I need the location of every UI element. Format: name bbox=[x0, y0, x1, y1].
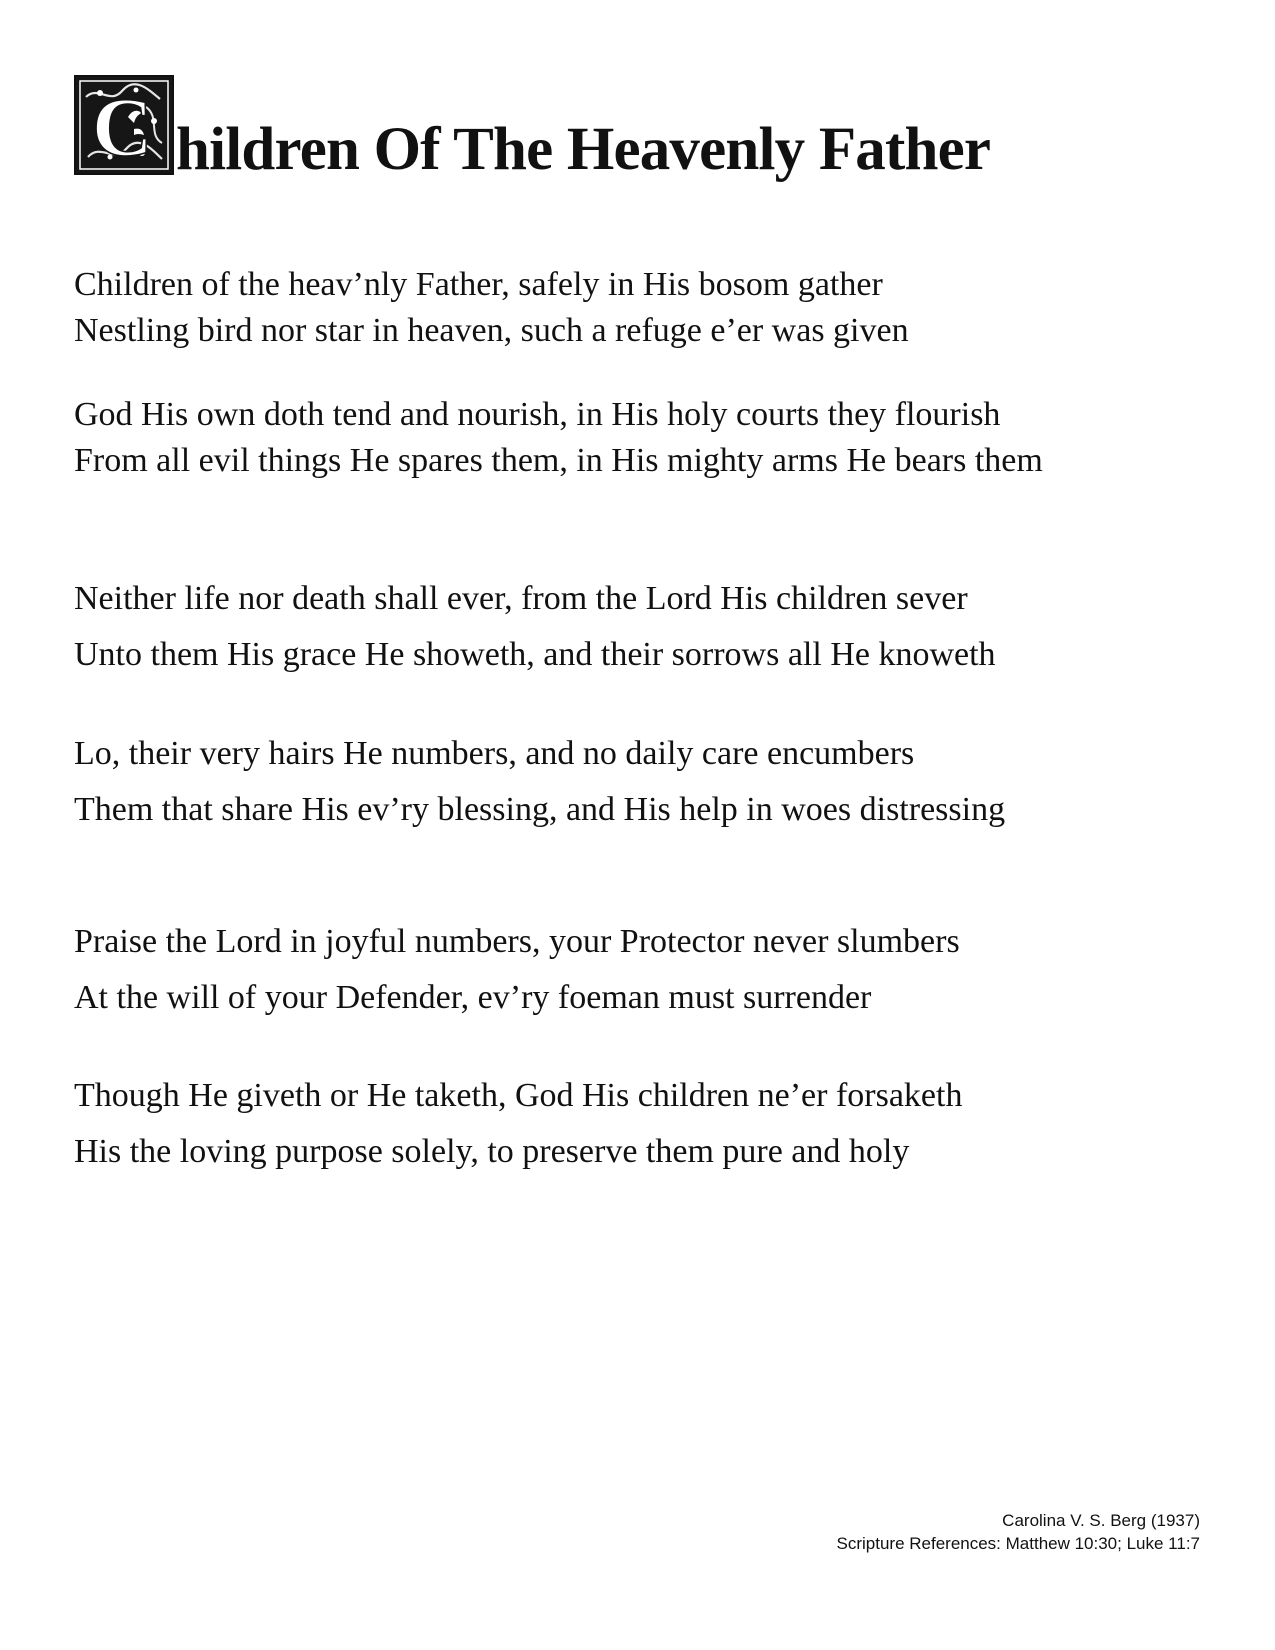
stanza-line: Children of the heav’nly Father, safely in His bosom gather bbox=[74, 266, 883, 303]
stanza-2 bbox=[74, 392, 1043, 484]
author-credit: Carolina V. S. Berg (1937) bbox=[1002, 1511, 1200, 1530]
stanza-line: From all evil things He spares them, in His mighty arms He bears them bbox=[74, 442, 1043, 479]
stanza-3 bbox=[74, 571, 996, 683]
stanza-line: At the will of your Defender, ev’ry foeman must surrender bbox=[74, 979, 872, 1016]
stanza-line: God His own doth tend and nourish, in His holy courts they flourish bbox=[74, 396, 1001, 433]
stanza-6 bbox=[74, 1068, 962, 1180]
ornamental-drop-cap-icon bbox=[76, 77, 172, 173]
stanza-1 bbox=[74, 262, 909, 354]
stanza-line: His the loving purpose solely, to preserve them pure and holy bbox=[74, 1133, 910, 1170]
stanza-5 bbox=[74, 914, 960, 1026]
stanza-line: Them that share His ev’ry blessing, and His help in woes distressing bbox=[74, 791, 1006, 828]
ornamental-drop-cap bbox=[74, 75, 174, 175]
stanza-line: Nestling bird nor star in heaven, such a refuge e’er was given bbox=[74, 312, 909, 349]
stanza-line: Neither life nor death shall ever, from the Lord His children sever bbox=[74, 580, 968, 617]
svg-text:C: C bbox=[92, 81, 153, 173]
scripture-references: Scripture References: Matthew 10:30; Luke 11:7 bbox=[836, 1534, 1200, 1553]
stanza-line: Though He giveth or He taketh, God His children ne’er forsaketh bbox=[74, 1077, 963, 1114]
title-text: hildren Of The Heavenly Father bbox=[176, 116, 991, 183]
stanza-line: Lo, their very hairs He numbers, and no daily care encumbers bbox=[74, 735, 915, 772]
stanza-line: Praise the Lord in joyful numbers, your Protector never slumbers bbox=[74, 923, 960, 960]
stanza-4 bbox=[74, 726, 1005, 838]
stanza-line: Unto them His grace He showeth, and their sorrows all He knoweth bbox=[74, 636, 996, 673]
credits bbox=[837, 1509, 1201, 1555]
